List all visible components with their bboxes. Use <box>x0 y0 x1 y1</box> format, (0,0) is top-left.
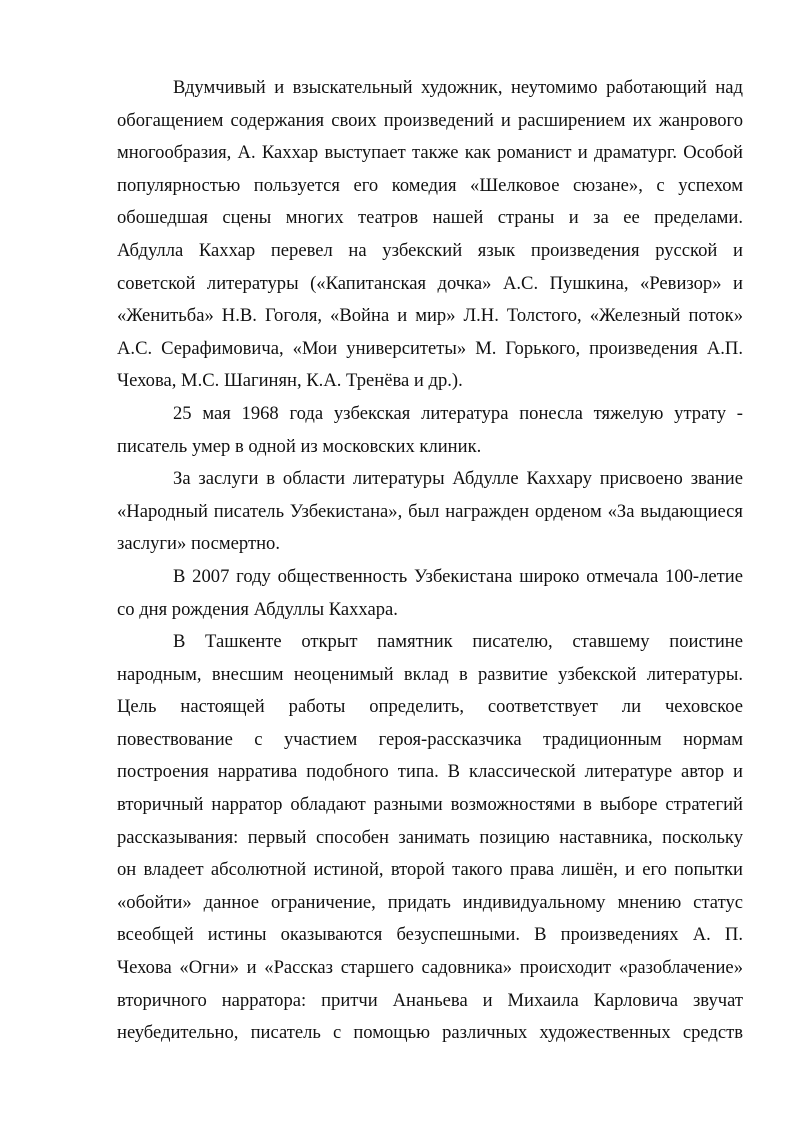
text-line: «Женитьба» Н.В. Гоголя, «Война и мир» Л.Н. Толстого, «Железный поток» <box>117 305 743 327</box>
text-line: рассказывания: первый способен занимать позицию наставника, поскольку <box>117 826 743 848</box>
text-line: он владеет абсолютной истиной, второй такого права лишён, и его попытки <box>117 859 743 881</box>
text-line: За заслуги в области литературы Абдулле Каххару присвоено звание <box>173 468 743 490</box>
paragraph <box>117 561 743 626</box>
text-line: неубедительно, писатель с помощью различных художественных средств <box>117 1022 743 1044</box>
document-page <box>117 72 743 1050</box>
paragraph <box>117 463 743 561</box>
text-line: вторичного нарратора: притчи Ананьева и Михаила Карловича звучат <box>117 989 743 1011</box>
text-line: Цель настоящей работы определить, соответствует ли чеховское <box>117 696 743 718</box>
paragraph <box>117 626 743 1050</box>
text-line: Чехова «Огни» и «Рассказ старшего садовника» происходит «разоблачение» <box>117 957 743 979</box>
paragraph <box>117 398 743 463</box>
text-line: «обойти» данное ограничение, придать индивидуальному мнению статус <box>117 891 743 913</box>
text-line: повествование с участием героя-рассказчика традиционным нормам <box>117 728 743 750</box>
text-line: 25 мая 1968 года узбекская литература понесла тяжелую утрату - <box>173 402 743 424</box>
text-line: народным, внесшим неоценимый вклад в развитие узбекской литературы. <box>117 663 743 685</box>
text-line: обогащением содержания своих произведений и расширением их жанрового <box>117 109 743 131</box>
text-line: А.С. Серафимовича, «Мои университеты» М. Горького, произведения А.П. <box>117 337 743 359</box>
text-line: писатель умер в одной из московских клиник. <box>117 435 482 457</box>
text-line: многообразия, А. Каххар выступает также как романист и драматург. Особой <box>117 142 743 164</box>
text-line: заслуги» посмертно. <box>117 533 281 555</box>
text-line: Чехова, М.С. Шагинян, К.А. Тренёва и др.). <box>117 370 463 392</box>
text-line: построения нарратива подобного типа. В классической литературе автор и <box>117 761 743 783</box>
text-line: В 2007 году общественность Узбекистана широко отмечала 100-летие <box>173 565 743 587</box>
text-line: со дня рождения Абдуллы Каххара. <box>117 598 398 620</box>
text-line: В Ташкенте открыт памятник писателю, ставшему поистине <box>173 631 743 653</box>
text-line: популярностью пользуется его комедия «Шелковое сюзане», с успехом <box>117 174 743 196</box>
text-line: Абдулла Каххар перевел на узбекский язык произведения русской и <box>117 239 743 261</box>
text-line: советской литературы («Капитанская дочка» А.С. Пушкина, «Ревизор» и <box>117 272 743 294</box>
text-line: всеобщей истины оказываются безуспешными. В произведениях А. П. <box>117 924 743 946</box>
text-line: Вдумчивый и взыскательный художник, неутомимо работающий над <box>173 77 743 98</box>
text-line: «Народный писатель Узбекистана», был награжден орденом «За выдающиеся <box>117 500 743 522</box>
text-line: вторичный нарратор обладают разными возможностями в выборе стратегий <box>117 794 743 816</box>
text-line: обошедшая сцены многих театров нашей страны и за ее пределами. <box>117 207 743 229</box>
paragraph <box>117 72 743 398</box>
